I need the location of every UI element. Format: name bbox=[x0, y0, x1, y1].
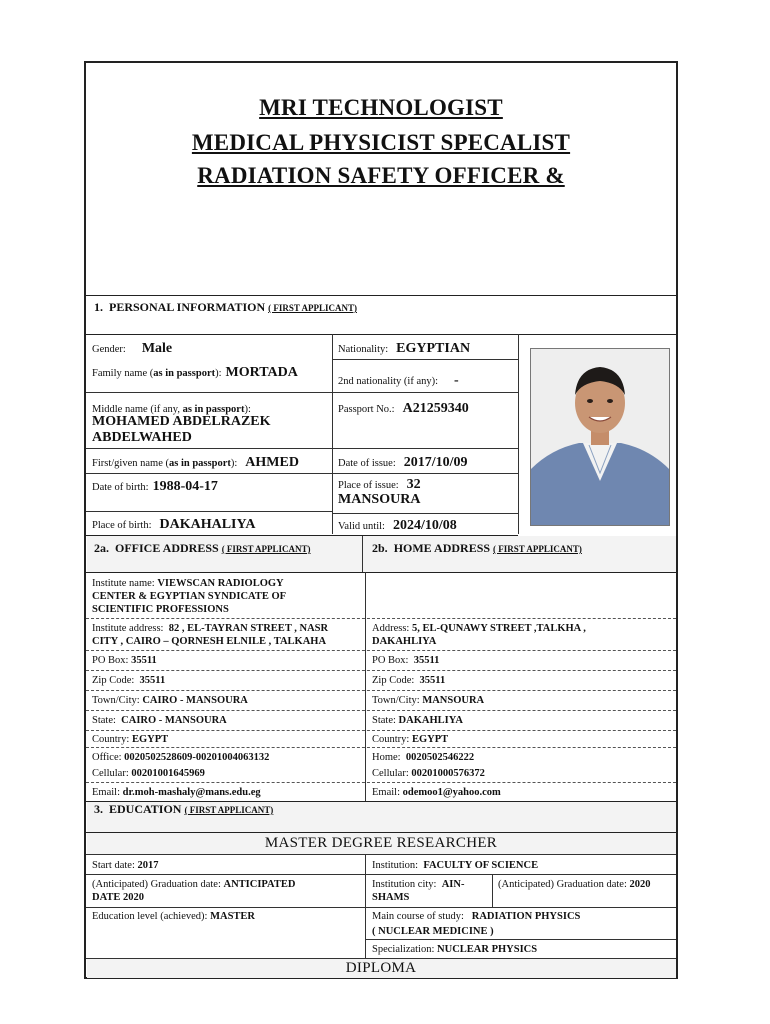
divider bbox=[365, 572, 366, 803]
divider bbox=[86, 392, 332, 393]
office-country: Country: EGYPT bbox=[92, 734, 169, 745]
divider bbox=[332, 334, 333, 534]
education-institution: Institution: FACULTY OF SCIENCE bbox=[372, 860, 539, 871]
divider bbox=[86, 907, 676, 908]
divider bbox=[86, 295, 676, 296]
divider bbox=[86, 473, 518, 474]
home-town: Town/City: MANSOURA bbox=[372, 695, 485, 706]
valid-until-value: 2024/10/08 bbox=[392, 518, 457, 533]
section-2a-heading: 2a. OFFICE ADDRESS ( FIRST APPLICANT) bbox=[94, 541, 311, 555]
home-address: Address: 5, EL-QUNAWY STREET ,TALKHA , DAKAHLIYA bbox=[372, 623, 586, 647]
divider bbox=[332, 513, 518, 514]
divider bbox=[86, 448, 518, 449]
issue-place-value: 32 bbox=[406, 477, 421, 492]
divider bbox=[365, 939, 676, 940]
home-cellular: Cellular: 00201000576372 bbox=[372, 768, 485, 779]
home-po-box: PO Box: 35511 bbox=[372, 655, 440, 666]
divider bbox=[86, 854, 676, 855]
nationality-value: EGYPTIAN bbox=[396, 341, 471, 356]
nationality2-row: 2nd nationality (if any): - bbox=[338, 373, 459, 388]
education-graduation-date: (Anticipated) Graduation date: ANTICIPATED DATE 2020 bbox=[92, 879, 296, 903]
gender-row: Gender: Male bbox=[92, 341, 173, 356]
office-email: Email: dr.moh-mashaly@mans.edu.eg bbox=[92, 787, 261, 798]
office-state: State: CAIRO - MANSOURA bbox=[92, 715, 227, 726]
office-institute-name: Institute name: VIEWSCAN RADIOLOGY CENTER & EGYPTIAN SYNDICATE OF SCIENTIFIC PROFESSIONS bbox=[92, 578, 287, 615]
pob-row: Place of birth: DAKAHALIYA bbox=[92, 517, 256, 532]
office-cellular: Cellular: 00201001645969 bbox=[92, 768, 205, 779]
divider bbox=[86, 874, 676, 875]
divider bbox=[86, 670, 676, 671]
divider bbox=[365, 854, 366, 958]
family-name-value: MORTADA bbox=[225, 365, 298, 380]
divider bbox=[86, 782, 676, 783]
education-start-date: Start date: 2017 bbox=[92, 860, 159, 871]
divider bbox=[362, 536, 363, 572]
first-name-value: AHMED bbox=[245, 455, 299, 470]
section-1-heading: 1. PERSONAL INFORMATION ( FIRST APPLICANT) bbox=[94, 300, 357, 314]
title-line-3: RADIATION SAFETY OFFICER & bbox=[197, 163, 565, 188]
divider bbox=[86, 710, 676, 711]
pob-value: DAKAHALIYA bbox=[159, 517, 256, 532]
home-country: Country: EGYPT bbox=[372, 734, 449, 745]
first-name-row: First/given name (as in passport): AHMED bbox=[92, 455, 299, 470]
passport-value: A21259340 bbox=[402, 401, 469, 416]
divider bbox=[86, 650, 676, 651]
education-banner: MASTER DEGREE RESEARCHER bbox=[264, 835, 498, 851]
applicant-photo bbox=[530, 348, 670, 526]
divider bbox=[86, 690, 676, 691]
divider bbox=[86, 511, 332, 512]
section-2b-heading: 2b. HOME ADDRESS ( FIRST APPLICANT) bbox=[372, 541, 582, 555]
home-email: Email: odemoo1@yahoo.com bbox=[372, 787, 501, 798]
divider bbox=[86, 572, 676, 573]
divider bbox=[332, 392, 518, 393]
divider bbox=[518, 334, 519, 534]
title-line-2: MEDICAL PHYSICIST SPECALIST bbox=[191, 130, 571, 155]
portrait-icon bbox=[531, 349, 669, 525]
gender-value: Male bbox=[141, 341, 173, 356]
section-3-heading: 3. EDUCATION ( FIRST APPLICANT) bbox=[94, 802, 274, 816]
home-state: State: DAKAHLIYA bbox=[372, 715, 463, 726]
nationality2-value: - bbox=[454, 373, 459, 388]
education-main-course: Main course of study: RADIATION PHYSICS ( NUCLEAR MEDICINE ) bbox=[372, 911, 581, 937]
divider bbox=[86, 747, 676, 748]
middle-name-label: Middle name (if any, as in passport): bbox=[92, 404, 251, 415]
office-institute-address: Institute address: 82 , EL-TAYRAN STREET , NASR CITY , CAIRO – QORNESH ELNILE , TALKAHA bbox=[92, 623, 329, 647]
office-phone: Office: 0020502528609-00201004063132 bbox=[92, 752, 270, 763]
middle-name-value: MOHAMED ABDELRAZEK ABDELWAHED bbox=[92, 414, 271, 445]
dob-value: 1988-04-17 bbox=[152, 479, 218, 494]
nationality-row: Nationality: EGYPTIAN bbox=[338, 341, 471, 356]
office-zip-code: Zip Code: 35511 bbox=[92, 675, 166, 686]
office-po-box: PO Box: 35511 bbox=[92, 655, 157, 666]
divider bbox=[86, 334, 676, 335]
divider bbox=[86, 730, 676, 731]
valid-until-row: Valid until: 2024/10/08 bbox=[338, 518, 457, 533]
issue-place-value-2: MANSOURA bbox=[338, 492, 421, 507]
issue-place-row: Place of issue: 32 bbox=[338, 477, 421, 492]
education-institution-city: Institution city: AIN- SHAMS bbox=[372, 879, 465, 903]
home-zip-code: Zip Code: 35511 bbox=[372, 675, 446, 686]
diploma-banner: DIPLOMA bbox=[345, 960, 417, 976]
divider bbox=[86, 618, 676, 619]
divider bbox=[492, 874, 493, 907]
education-graduation-date-2: (Anticipated) Graduation date: 2020 bbox=[498, 879, 651, 890]
issue-date-value: 2017/10/09 bbox=[403, 455, 468, 470]
office-town: Town/City: CAIRO - MANSOURA bbox=[92, 695, 248, 706]
education-specialization: Specialization: NUCLEAR PHYSICS bbox=[372, 944, 538, 955]
passport-row: Passport No.: A21259340 bbox=[338, 401, 469, 416]
dob-row: Date of birth: 1988-04-17 bbox=[92, 479, 218, 494]
issue-date-row: Date of issue: 2017/10/09 bbox=[338, 455, 468, 470]
divider bbox=[332, 359, 518, 360]
home-phone: Home: 0020502546222 bbox=[372, 752, 475, 763]
education-level: Education level (achieved): MASTER bbox=[92, 911, 256, 922]
application-form bbox=[84, 61, 678, 979]
title-line-1: MRI TECHNOLOGIST bbox=[259, 95, 503, 120]
family-name-row: Family name (as in passport): MORTADA bbox=[92, 365, 298, 380]
